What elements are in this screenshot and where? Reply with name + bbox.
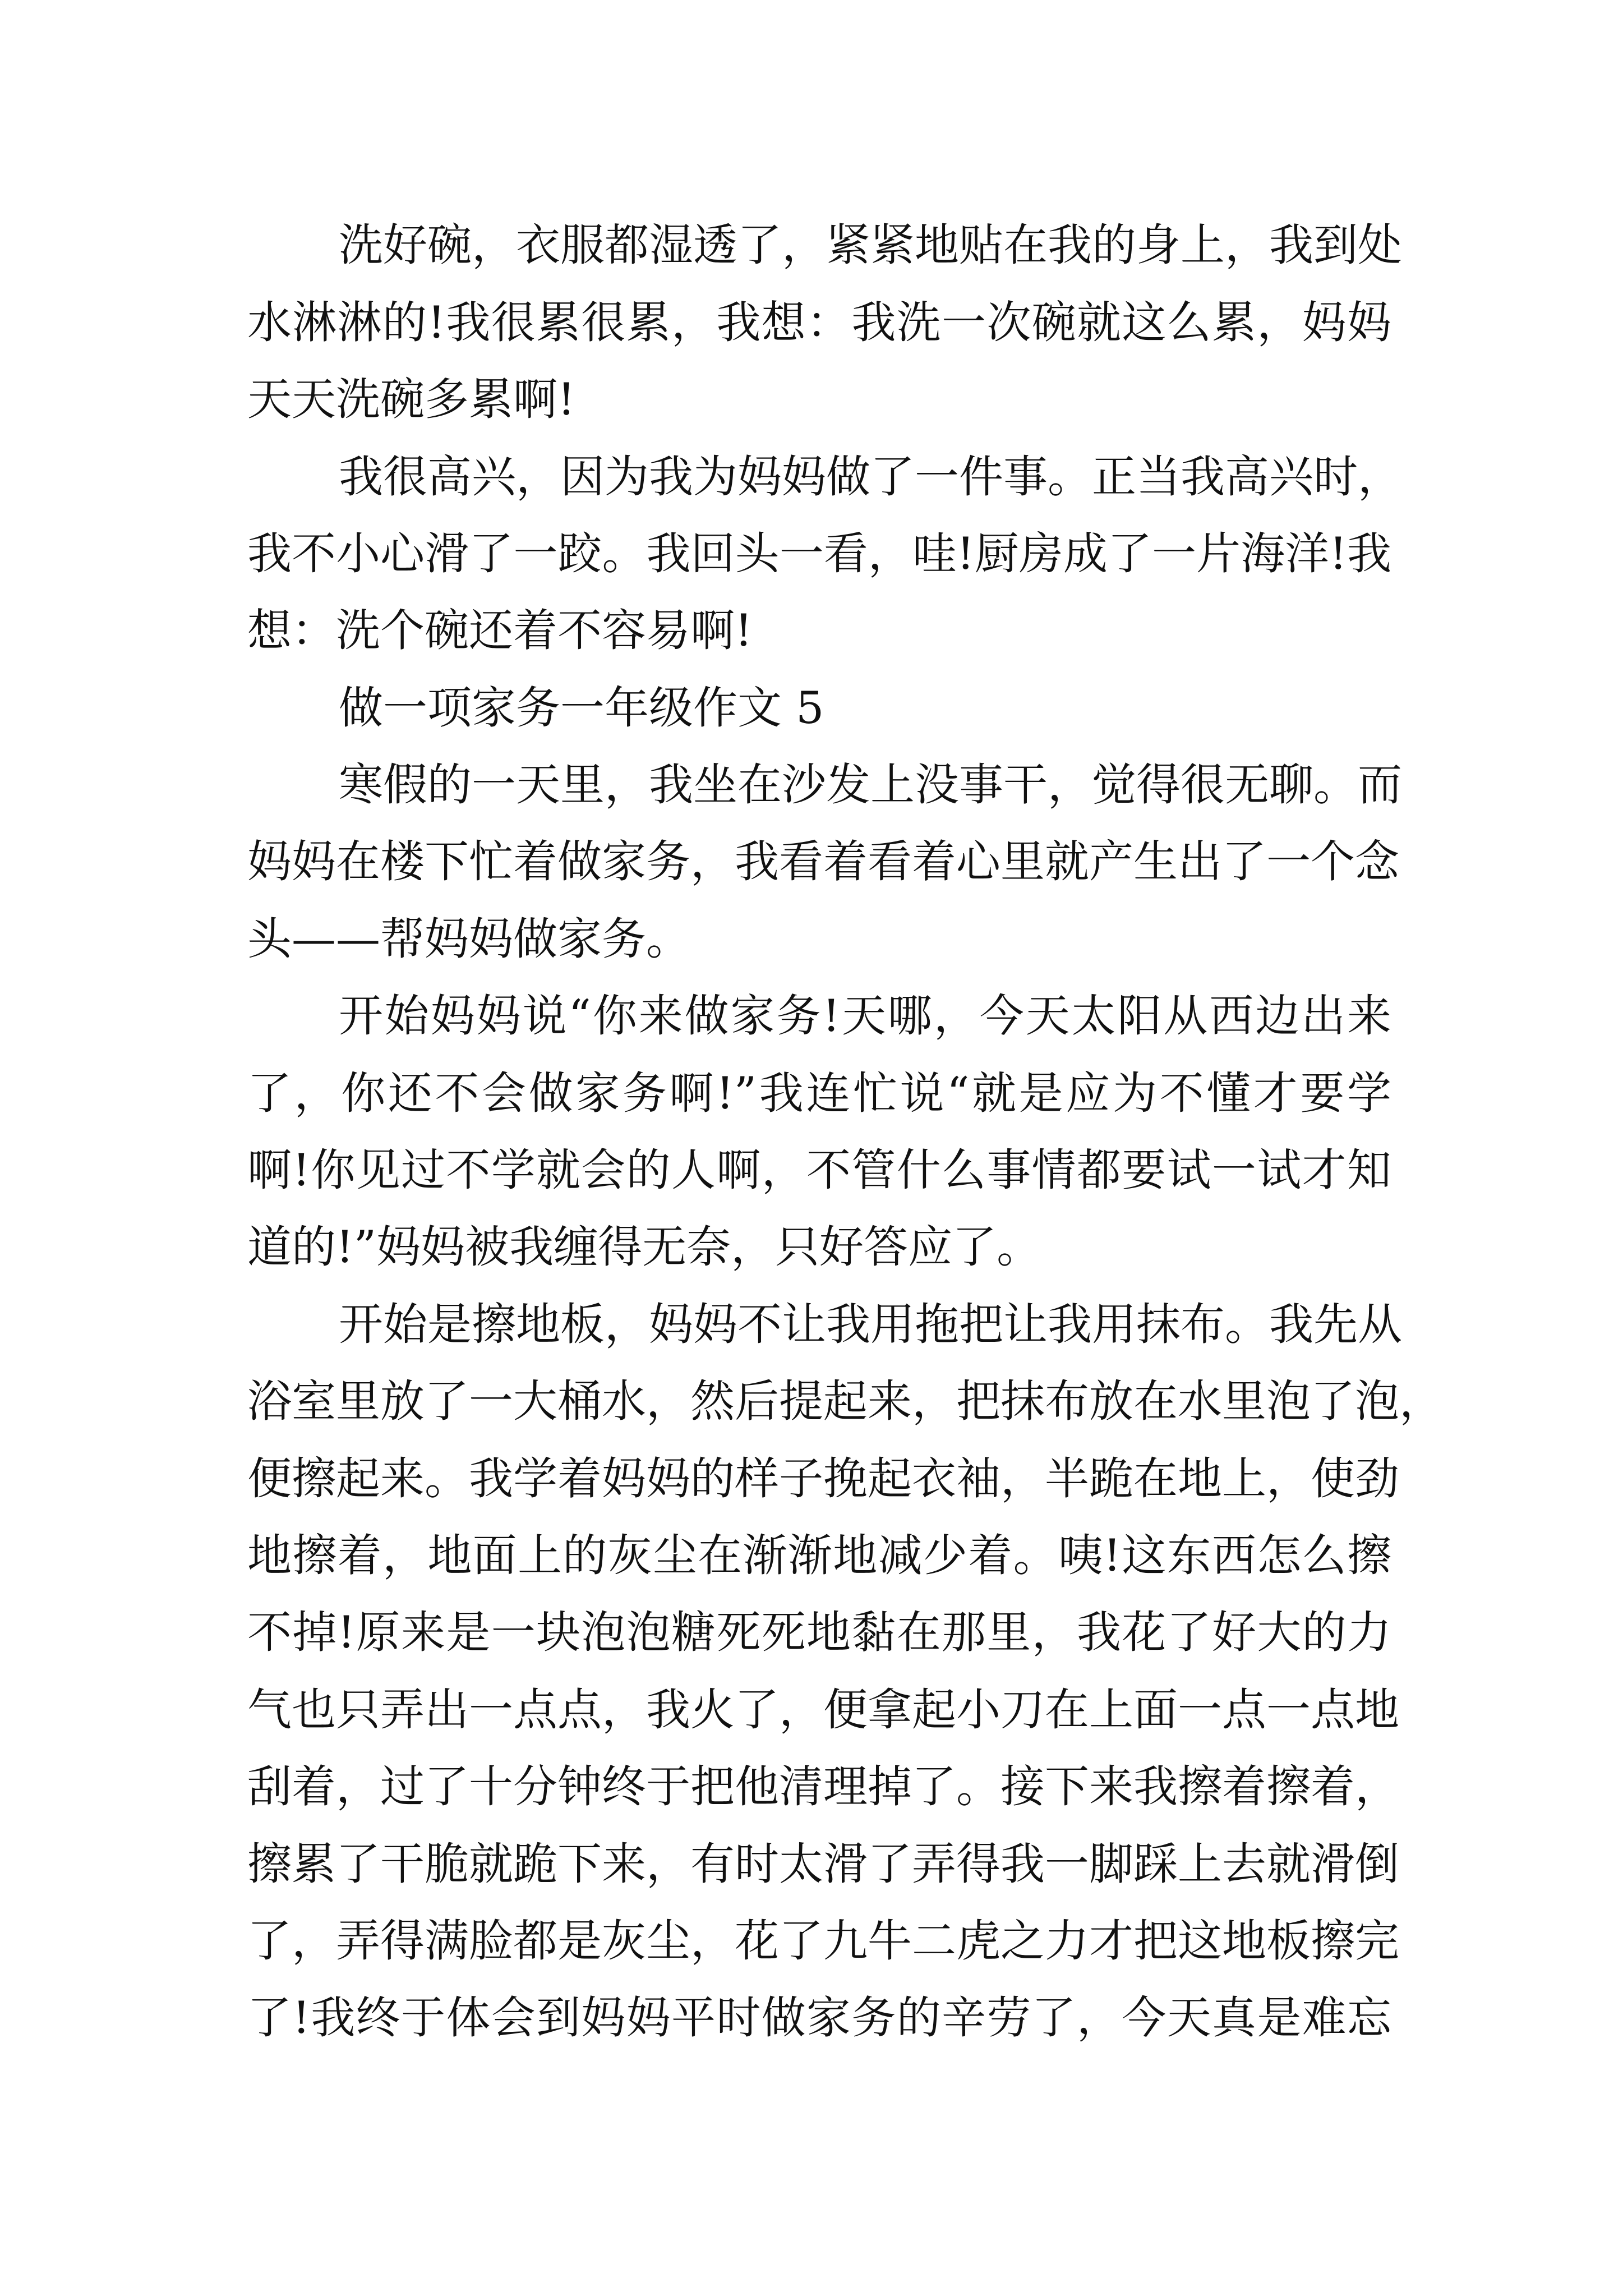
paragraph-4-line-3: 啊!你见过不学就会的人啊，不管什么事情都要试一试才知 — [247, 1144, 1391, 1196]
paragraph-5-line-1: 开始是擦地板，妈妈不让我用拖把让我用抹布。我先从 — [339, 1299, 1402, 1350]
paragraph-5-line-3: 便擦起来。我学着妈妈的样子挽起衣袖，半跪在地上，使劲 — [247, 1453, 1399, 1504]
paragraph-4-line-2: 了，你还不会做家务啊!”我连忙说“就是应为不懂才要学 — [247, 1068, 1391, 1119]
paragraph-1-line-3: 天天洗碗多累啊! — [247, 374, 575, 425]
paragraph-5-line-7: 刮着，过了十分钟终于把他清理掉了。接下来我擦着擦着， — [247, 1761, 1399, 1812]
paragraph-3-line-2: 妈妈在楼下忙着做家务，我看着看着心里就产生出了一个念 — [247, 836, 1399, 887]
paragraph-5-line-8: 擦累了干脆就跪下来，有时太滑了弄得我一脚踩上去就滑倒 — [247, 1838, 1399, 1890]
paragraph-5-line-6: 气也只弄出一点点，我火了，便拿起小刀在上面一点一点地 — [247, 1684, 1399, 1736]
paragraph-2-line-2: 我不小心滑了一跤。我回头一看，哇!厨房成了一片海洋!我 — [247, 528, 1391, 579]
paragraph-5-line-10: 了!我终于体会到妈妈平时做家务的辛劳了，今天真是难忘 — [247, 1992, 1391, 2044]
paragraph-2-line-1: 我很高兴，因为我为妈妈做了一件事。正当我高兴时， — [339, 451, 1402, 503]
paragraph-3-line-3: 头——帮妈妈做家务。 — [247, 913, 690, 965]
paragraph-5-line-5: 不掉!原来是一块泡泡糖死死地黏在那里，我花了好大的力 — [247, 1607, 1391, 1658]
section-heading: 做一项家务一年级作文 5 — [339, 682, 824, 734]
paragraph-5-line-2: 浴室里放了一大桶水，然后提起来，把抹布放在水里泡了泡， — [247, 1375, 1444, 1427]
paragraph-5-line-9: 了，弄得满脸都是灰尘，花了九牛二虎之力才把这地板擦完 — [247, 1915, 1399, 1967]
paragraph-5-line-4: 地擦着，地面上的灰尘在渐渐地减少着。咦!这东西怎么擦 — [247, 1530, 1391, 1581]
paragraph-3-line-1: 寒假的一天里，我坐在沙发上没事干，觉得很无聊。而 — [339, 759, 1402, 811]
paragraph-1-line-2: 水淋淋的!我很累很累，我想：我洗一次碗就这么累，妈妈 — [247, 297, 1391, 348]
paragraph-1-line-1: 洗好碗，衣服都湿透了，紧紧地贴在我的身上，我到处 — [339, 219, 1402, 271]
paragraph-2-line-3: 想：洗个碗还着不容易啊! — [247, 605, 753, 656]
paragraph-4-line-4: 道的!”妈妈被我缠得无奈，只好答应了。 — [247, 1221, 1041, 1273]
paragraph-4-line-1: 开始妈妈说“你来做家务!天哪，今天太阳从西边出来 — [339, 990, 1391, 1042]
